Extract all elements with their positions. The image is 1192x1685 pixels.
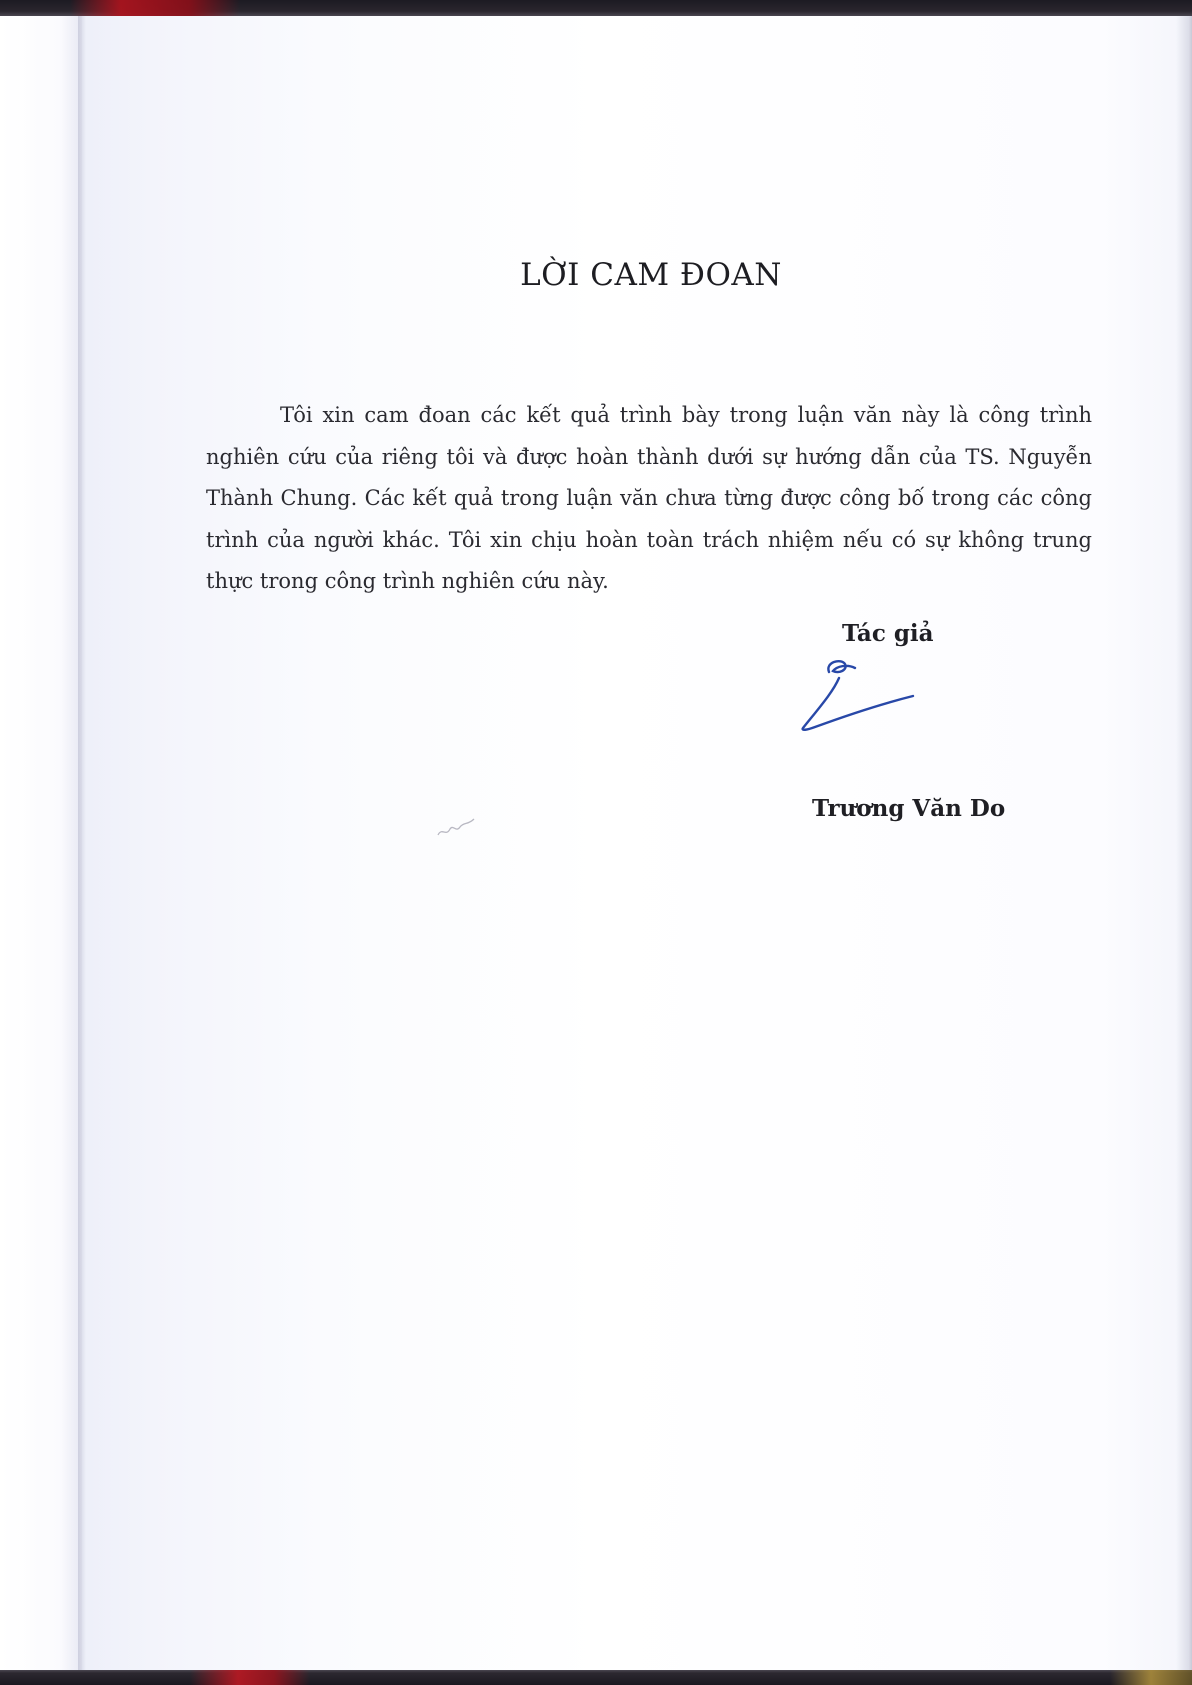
scan-top-edge — [0, 0, 1192, 16]
cover-red-mark-bottom — [190, 1670, 310, 1685]
faint-pencil-mark — [436, 815, 476, 841]
author-name: Trương Văn Do — [812, 795, 1006, 822]
cover-gold-mark — [1110, 1670, 1192, 1685]
cover-red-mark — [70, 0, 240, 16]
declaration-paragraph: Tôi xin cam đoan các kết quả trình bày trong luận văn này là công trình nghiên cứu của riêng tôi và được hoàn thành dưới sự hướng dẫn của TS. Nguyễn Thành Chung. Các kết quả trong luận văn chưa từng được công bố trong các công trình của người khác. Tôi xin chịu hoàn toàn trách nhiệm nếu có sự không trung thực trong công trình nghiên cứu này. — [206, 403, 1092, 593]
author-label: Tác giả — [842, 620, 934, 647]
page-title: LỜI CAM ĐOAN — [520, 256, 782, 293]
handwritten-signature — [785, 656, 925, 738]
scan-bottom-edge — [0, 1670, 1192, 1685]
